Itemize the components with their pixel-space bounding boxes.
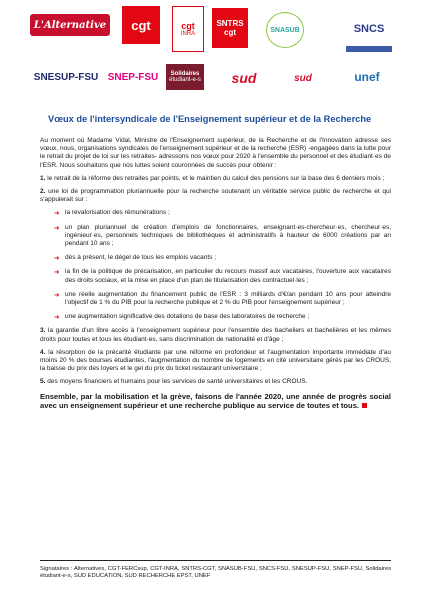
logo-text: sud [231,70,257,86]
logo-text: L'Alternative [33,19,107,31]
sud-education-logo [224,64,264,92]
point-number: 1. [40,174,46,182]
logo-text: SNEP-FSU [107,71,159,83]
logo-subtext: cgt [224,28,236,37]
arrow-right-icon: ➜ [54,209,60,218]
cgt-inra-logo [172,6,204,52]
list-item [54,291,391,307]
cgt-logo [122,6,160,44]
solidaires-logo [166,64,204,90]
main-text [40,137,391,415]
red-square-icon [362,403,367,408]
sncs-logo [346,12,392,52]
point-text: des moyens financiers et humains pour les services de santé universitaires et les CROUS. [47,378,308,386]
logo-banner [0,0,424,96]
logo-text: sud [294,72,312,84]
logo-text: SNTRS [216,19,244,28]
point-4 [40,349,391,374]
point-text: la garantie d'un libre accès à l'enseignement supérieur pour l'ensemble des bacheliers et bachelières et les mêmes droits pour toutes et tous les étudiant·es, sans discrimination de nationalité et d'âge ; [40,327,391,343]
logo-text: SNASUB [270,26,300,34]
snesup-logo [33,66,99,88]
point-number: 5. [40,378,46,386]
conclusion [40,392,391,411]
list-item [54,254,391,262]
point-number: 4. [40,348,46,356]
unef-logo [344,66,390,88]
list-item-text: la revalorisation des rémunérations ; [65,209,170,217]
point-number: 3. [40,327,46,335]
list-item [54,313,391,321]
list-item-text: la fin de la politique de précarisation, en particulier du recours massif aux vacataires, l'ouverture aux vacataires des droits sociaux, et la mise en place d'un plan de titularisation des contractuel·les ; [65,268,391,284]
logo-subtext: étudiant-e-s [169,77,201,83]
signatories: Signataires : Alternatives, CGT-FERCsup, CGT-INRA, SNTRS-CGT, SNASUB-FSU, SNCS-FSU, SNESUP-FSU, SNEP-FSU, Solidaires étudiant-e-s, SUD EDUCATION, SUD RECHERCHE EPST, UNEF [40,560,391,581]
arrow-right-icon: ➜ [54,254,60,263]
logo-text: unef [354,70,380,84]
logo-text: cgt [131,17,151,33]
logo-text: cgt [181,21,195,31]
list-item [54,268,391,284]
logo-text: SNESUP-FSU [33,71,99,83]
arrow-right-icon: ➜ [54,268,60,277]
point-text: le retrait de la réforme des retraites par points, et le maintien du calcul des pensions sur la base des 6 derniers mois ; [47,174,385,182]
point-2 [40,188,391,204]
arrow-right-icon: ➜ [54,290,60,299]
snasub-logo [266,12,304,48]
point-3 [40,327,391,343]
research-demands-list [40,209,391,321]
point-5 [40,378,391,386]
point-1 [40,175,391,183]
list-item [54,209,391,217]
list-item-text: une augmentation significative des dotations de base des laboratoires de recherche ; [65,313,310,321]
conclusion-text: Ensemble, par la mobilisation et la grève, faisons de l'année 2020, une année de progrès social avec un enseignement supérieur et une recherche publique au service de toutes et tous. [40,391,391,410]
snep-logo [107,66,159,88]
logo-text: Solidaires [170,71,200,77]
point-text: une loi de programmation pluriannuelle pour la recherche soutenant un véritable service public de recherche et qui s'appuierait sur : [40,188,391,204]
list-item-text: dès à présent, le dégel de tous les emplois vacants ; [65,254,217,262]
logo-subtext: INRA [180,31,196,37]
sntrs-cgt-logo [212,8,248,48]
list-item [54,224,391,249]
intro-paragraph: Au moment où Madame Vidal, Ministre de l'Enseignement supérieur, de la Recherche et de l'Innovation adresse ses vœux, nous, organisations syndicales de l'enseignement supérieur et de la recherche (ESR) -engagées dans la lutte pour le retrait du projet de loi sur les retraites- adressons nos vœux pour 2020 à l'ensemble du personnel et des étudiant·es de l'ESR. Nous souhaitons que nos luttes soient couronnées de succès pour obtenir : [40,137,391,169]
logo-text: SNCS [353,23,385,35]
list-item-text: un plan pluriannuel de création d'emplois de fonctionnaires, enseignant·es-chercheur·es, chercheur·es, ingénieur·es, personnels techniques de bibliothèques et administratifs à hauteur de 6000 créations par an pendant 10 ans ; [65,223,391,248]
alternative-logo [30,14,110,36]
arrow-right-icon: ➜ [54,313,60,322]
point-text: la résorption de la précarité étudiante par une réforme en profondeur et l'augmentation importante immédiate d'au moins 20 % des bourses étudiantes, l'augmentation du nombre de logements en cité universitaire gérés par les CROUS, la baisse du prix des loyers et le gel du prix du ticket restaurant universitaire ; [40,348,391,373]
list-item-text: une réelle augmentation du financement public de l'ESR : 3 milliards d'€/an pendant 10 ans pour atteindre l'objectif de 1 % du PIB pour la recherche publique et 2 % du PIB pour l'enseignement supérieur ; [65,290,391,307]
point-number: 2. [40,188,46,196]
page-title: Vœux de l'intersyndicale de l'Enseignement supérieur et de la Recherche [48,114,372,124]
sud-recherche-logo [280,66,326,90]
arrow-right-icon: ➜ [54,223,60,232]
